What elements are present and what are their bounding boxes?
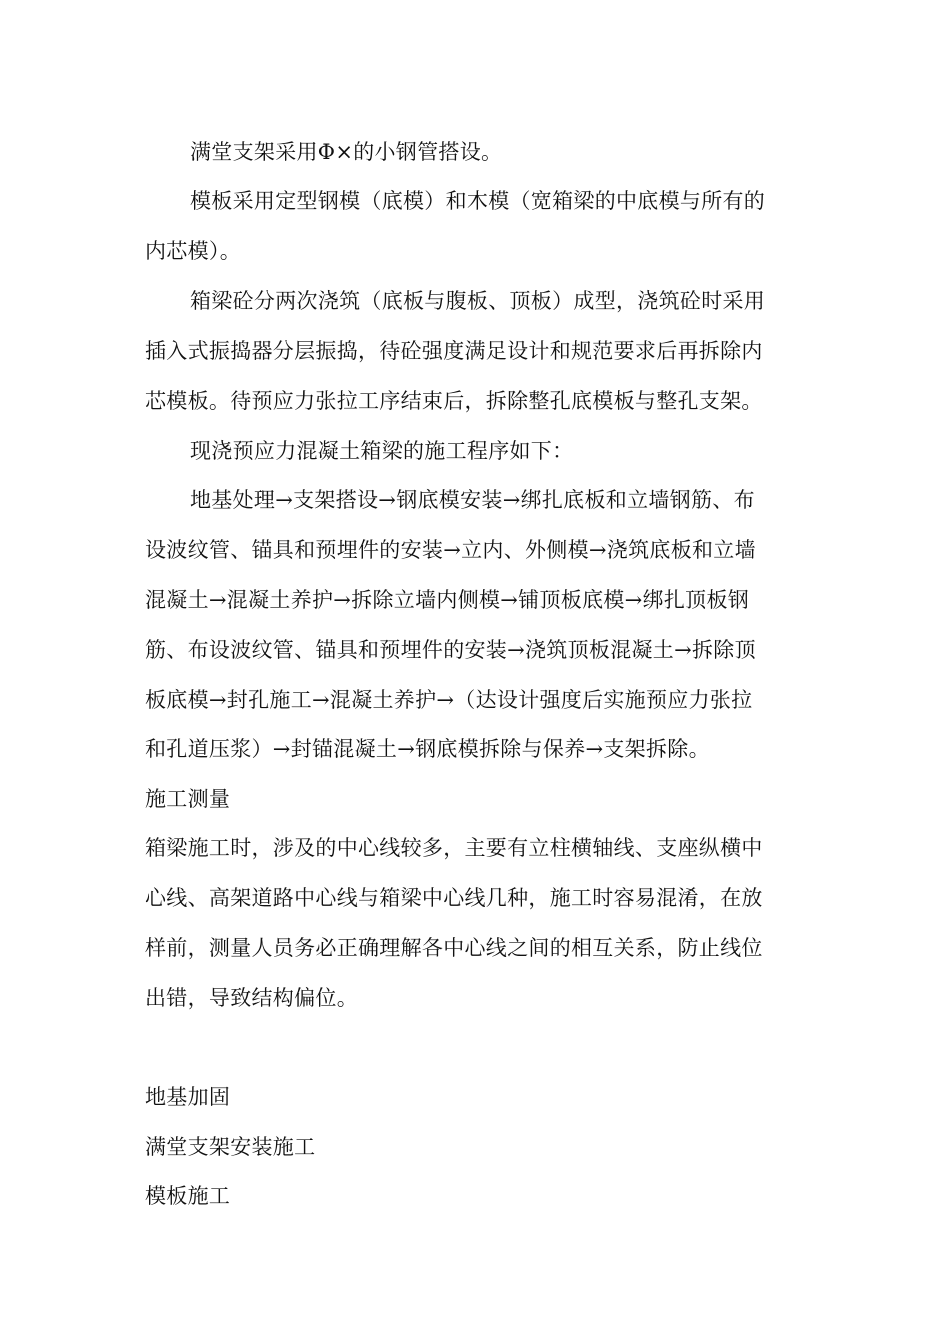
paragraph-pouring-line-1: 箱梁砼分两次浇筑（底板与腹板、顶板）成型，浇筑砼时采用 bbox=[190, 289, 766, 313]
heading-foundation: 地基加固 bbox=[145, 1085, 231, 1109]
paragraph-procedure-line-4: 筋、布设波纹管、锚具和预埋件的安装→浇筑顶板混凝土→拆除顶 bbox=[145, 638, 756, 662]
paragraph-survey-line-2: 心线、高架道路中心线与箱梁中心线几种，施工时容易混淆，在放 bbox=[145, 886, 763, 910]
paragraph-procedure-intro: 现浇预应力混凝土箱梁的施工程序如下： bbox=[190, 439, 574, 463]
heading-survey: 施工测量 bbox=[145, 787, 231, 811]
paragraph-scaffold-pipe: 满堂支架采用Φ×的小钢管搭设。 bbox=[190, 140, 503, 164]
paragraph-pouring-line-3: 芯模板。待预应力张拉工序结束后，拆除整孔底模板与整孔支架。 bbox=[145, 389, 763, 413]
paragraph-procedure-line-2: 设波纹管、锚具和预埋件的安装→立内、外侧模→浇筑底板和立墙 bbox=[145, 538, 756, 562]
paragraph-survey-line-3: 样前，测量人员务必正确理解各中心线之间的相互关系，防止线位 bbox=[145, 936, 763, 960]
paragraph-survey-line-1: 箱梁施工时，涉及的中心线较多，主要有立柱横轴线、支座纵横中 bbox=[145, 836, 763, 860]
paragraph-pouring-line-2: 插入式振捣器分层振捣，待砼强度满足设计和规范要求后再拆除内 bbox=[145, 339, 763, 363]
heading-formwork: 模板施工 bbox=[145, 1184, 231, 1208]
paragraph-procedure-line-3: 混凝土→混凝土养护→拆除立墙内侧模→铺顶板底模→绑扎顶板钢 bbox=[145, 588, 750, 612]
paragraph-survey-line-4: 出错，导致结构偏位。 bbox=[145, 986, 358, 1010]
paragraph-procedure-line-6: 和孔道压浆）→封锚混凝土→钢底模拆除与保养→支架拆除。 bbox=[145, 737, 710, 761]
paragraph-procedure-line-1: 地基处理→支架搭设→钢底模安装→绑扎底板和立墙钢筋、布 bbox=[190, 488, 755, 512]
paragraph-procedure-line-5: 板底模→封孔施工→混凝土养护→（达设计强度后实施预应力张拉 bbox=[145, 688, 753, 712]
paragraph-formwork-line-1: 模板采用定型钢模（底模）和木模（宽箱梁的中底模与所有的 bbox=[190, 189, 766, 213]
paragraph-formwork-line-2: 内芯模）。 bbox=[145, 239, 241, 263]
heading-scaffold-install: 满堂支架安装施工 bbox=[145, 1135, 316, 1159]
